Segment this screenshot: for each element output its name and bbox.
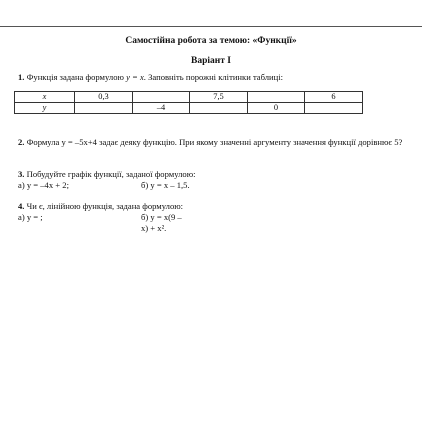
task-3-option-a: а) y = –4x + 2; [18,180,69,190]
table-cell-empty [133,92,190,103]
task-4 [18,201,184,233]
task-1-text-after: . Заповніть порожні клітинки таблиці: [143,72,284,82]
task-3-number: 3. [18,169,25,179]
task-2 [18,137,414,148]
task-1-number: 1. [18,72,25,82]
table-cell-empty [75,103,133,114]
task-4-text: Чи є, лінійною функція, задана формулою: [26,201,184,211]
table-row-x [15,92,363,103]
task-3-option-b: б) y = x – 1,5. [141,180,190,190]
table-cell: 6 [305,92,363,103]
table-cell: 0,3 [75,92,133,103]
table-row-y [15,103,363,114]
table-cell: –4 [133,103,190,114]
variant-heading: Варіант І [191,56,231,66]
task-3 [18,169,196,191]
table-cell: x [15,92,75,103]
task-4-option-a: а) y = ; [18,212,43,222]
top-divider [0,26,422,27]
task-1-formula: y = x [126,72,144,82]
task-4-number: 4. [18,201,25,211]
table-cell-empty [305,103,363,114]
table-cell: 7,5 [190,92,248,103]
task-1 [18,72,283,83]
task-3-text: Побудуйте графік функції, заданої формулою: [26,169,196,179]
task-4-option-b: б) y = x(9 – x) + x². [141,212,182,233]
table-cell-empty [190,103,248,114]
table-cell: y [15,103,75,114]
table-cell: 0 [248,103,305,114]
table-cell-empty [248,92,305,103]
task-2-number: 2. [18,137,25,147]
worksheet-title: Самостійна робота за темою: «Функції» [125,36,297,46]
task-2-text: Формула y = –5x+4 задає деяку функцію. При якому значенні аргументу значення функції дорівнює 5? [26,137,403,147]
values-table [14,91,363,114]
task-1-text-before: Функція задана формулою [26,72,127,82]
